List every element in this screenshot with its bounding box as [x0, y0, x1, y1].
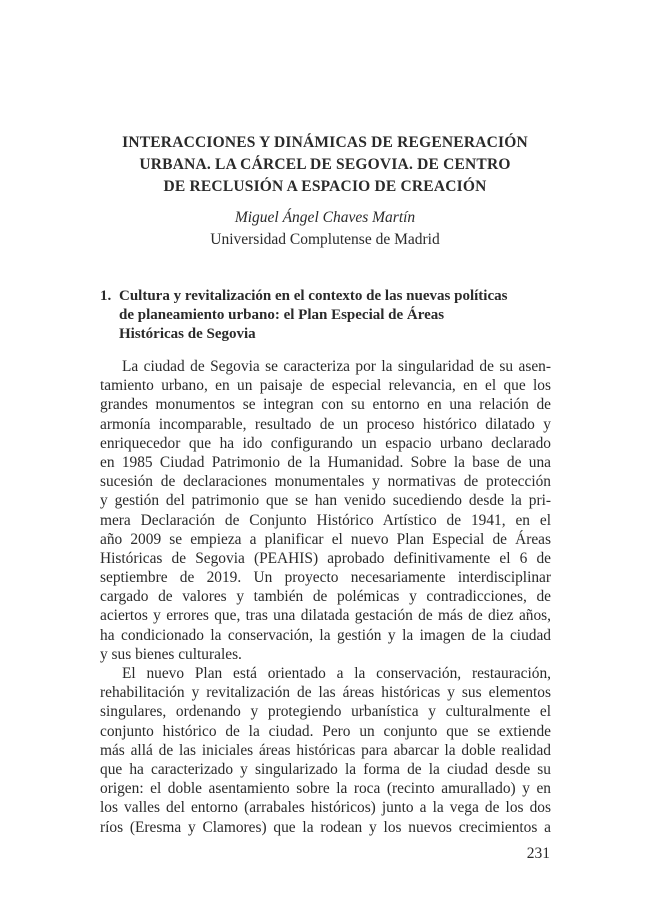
author-affiliation: Universidad Complutense de Madrid — [210, 231, 440, 248]
chapter-title-line: INTERACCIONES Y DINÁMICAS DE REGENERACIÓN — [122, 134, 528, 151]
paragraph — [100, 664, 551, 837]
text-line: singulares, ordenando y protegiendo urbanística y culturalmente el — [100, 703, 551, 721]
text-line: origen: el doble asentamiento sobre la roca (recinto amurallado) y en — [100, 780, 551, 798]
text-line: septiembre de 2019. Un proyecto necesariamente interdisciplinar — [100, 569, 551, 587]
section-heading-text — [119, 287, 560, 344]
text-line: cargado de valores y también de polémicas y contradicciones, de — [100, 588, 551, 606]
text-line: tamiento urbano, en un paisaje de especial relevancia, en el que los — [100, 377, 551, 395]
section-number: 1. — [100, 288, 112, 304]
text-line: ríos (Eresma y Clamores) que la rodean y los nuevos crecimientos a — [100, 818, 551, 836]
text-line: Históricas de Segovia (PEAHIS) aprobado definitivamente el 6 de — [100, 549, 551, 567]
text-line: grandes monumentos se integran con su entorno en una relación de — [100, 396, 551, 414]
text-line: y gestión del patrimonio que se han venido sucediendo desde la pri- — [100, 492, 551, 510]
text-line: La ciudad de Segovia se caracteriza por la singularidad de su asen- — [122, 358, 551, 375]
text-line: aciertos y errores que, tras una dilatada gestación de más de diez años, — [100, 607, 551, 625]
section-heading-line: Cultura y revitalización en el contexto de las nuevas políticas — [119, 288, 508, 304]
chapter-title-line: DE RECLUSIÓN A ESPACIO DE CREACIÓN — [163, 178, 487, 195]
text-line: que ha caracterizado y singularizado la forma de la ciudad desde su — [100, 760, 551, 778]
chapter-title-line: URBANA. LA CÁRCEL DE SEGOVIA. DE CENTRO — [139, 156, 511, 173]
text-line: los valles del entorno (arrabales históricos) junto a la vega de los dos — [100, 799, 551, 817]
text-line: en 1985 Ciudad Patrimonio de la Humanidad. Sobre la base de una — [100, 453, 551, 471]
text-line: enriquecedor que ha ido configurando un espacio urbano declarado — [100, 434, 551, 452]
text-line: ha condicionado la conservación, la gestión y la imagen de la ciudad — [100, 626, 551, 644]
section-heading-line: de planeamiento urbano: el Plan Especial de Áreas — [119, 307, 445, 323]
text-line: conjunto histórico de la ciudad. Pero un conjunto que se extiende — [100, 722, 551, 740]
text-line: armonía incomparable, resultado de un proceso histórico dilatado y — [100, 415, 551, 433]
chapter-title — [60, 132, 590, 198]
text-line: año 2009 se empieza a planificar el nuevo Plan Especial de Áreas — [100, 530, 551, 548]
text-line: mera Declaración de Conjunto Histórico Artístico de 1941, en el — [100, 511, 551, 529]
section-heading-line: Históricas de Segovia — [119, 326, 256, 342]
page-number: 231 — [526, 845, 550, 862]
text-line: más allá de las iniciales áreas históricas para abarcar la doble realidad — [100, 741, 551, 759]
text-line: y sus bienes culturales. — [100, 645, 242, 663]
paragraph — [100, 357, 551, 664]
author-block — [60, 207, 590, 251]
text-line: sucesión de declaraciones monumentales y normativas de protección — [100, 473, 551, 491]
text-line: El nuevo Plan está orientado a la conservación, restauración, — [122, 665, 551, 682]
body-text — [100, 357, 551, 837]
text-line: rehabilitación y revitalización de las áreas históricas y sus elementos — [100, 684, 551, 702]
author-name: Miguel Ángel Chaves Martín — [234, 209, 416, 226]
section-heading — [100, 287, 560, 344]
